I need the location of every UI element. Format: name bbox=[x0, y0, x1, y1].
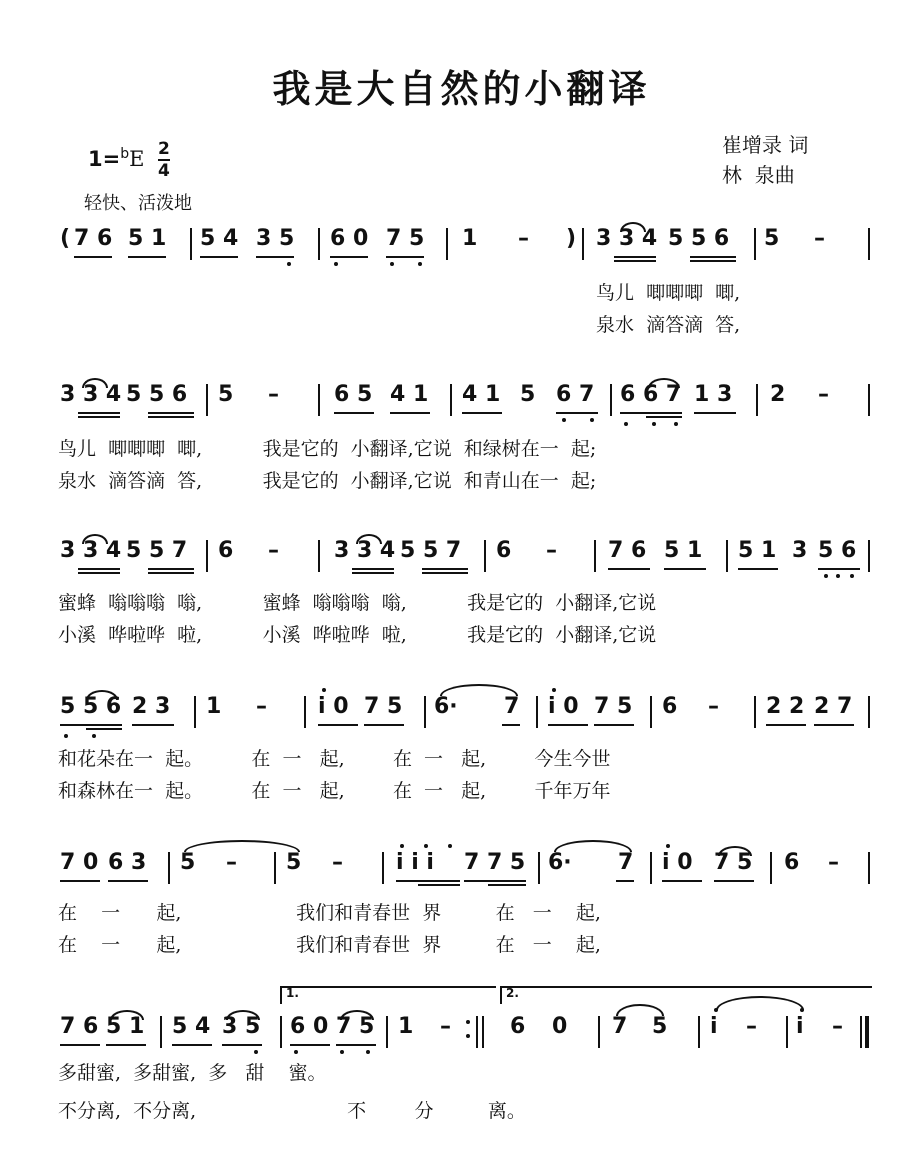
note-group: 3 3 4 bbox=[60, 382, 122, 407]
note-group: 4 1 bbox=[390, 382, 429, 407]
key-signature: 1=$^b$E bbox=[88, 146, 145, 171]
note-group: 3 5 bbox=[222, 1014, 261, 1039]
dash: – bbox=[708, 694, 719, 719]
lyrics-verse-1: 在 一 起, 我们和青春世 界 在 一 起, bbox=[58, 902, 601, 924]
note-group: 7 7 5 bbox=[464, 850, 526, 875]
dash: – bbox=[440, 1014, 451, 1039]
note-group: 5 bbox=[286, 850, 302, 875]
note-group: 7 5 bbox=[594, 694, 633, 719]
song-title: 我是大自然的小翻译 bbox=[272, 67, 651, 111]
lyrics-verse-2: 不分离, 不分离, 不 分 离。 bbox=[58, 1100, 526, 1122]
lyrics-verse-2: 在 一 起, 我们和青春世 界 在 一 起, bbox=[58, 934, 601, 956]
note-group: 2 bbox=[770, 382, 786, 407]
note-group: 5 bbox=[218, 382, 234, 407]
note-group: 5 bbox=[652, 1014, 668, 1039]
note-group: i 0 bbox=[318, 694, 349, 719]
note-group: 4 1 bbox=[462, 382, 501, 407]
note-group: ( bbox=[60, 226, 71, 251]
note-group: 7 bbox=[618, 850, 634, 875]
note-group: 6 6 7 bbox=[620, 382, 682, 407]
note-group: 7 5 bbox=[364, 694, 403, 719]
note-group: 7 6 bbox=[74, 226, 113, 251]
lyrics-verse-2: 小溪 哗啦哗 啦, 小溪 哗啦哗 啦, 我是它的 小翻译,它说 bbox=[58, 624, 657, 646]
note-group: i 0 bbox=[548, 694, 579, 719]
note-group: i bbox=[710, 1014, 718, 1039]
lyrics-verse-2: 泉水 滴答滴 答, 我是它的 小翻译,它说 和青山在一 起; bbox=[58, 470, 597, 492]
lyrics-verse-1: 和花朵在一 起。 在 一 起, 在 一 起, 今生今世 bbox=[58, 748, 611, 770]
note-group: 3 3 4 bbox=[60, 538, 122, 563]
composer-credit: 林 泉曲 bbox=[722, 163, 795, 187]
note-group: 5 bbox=[180, 850, 196, 875]
lyrics-verse-1: 鸟儿 唧唧唧 唧, bbox=[596, 282, 741, 304]
note-group: 6 bbox=[662, 694, 678, 719]
note-group: 7 bbox=[612, 1014, 628, 1039]
note-group: 2 3 bbox=[132, 694, 171, 719]
dash: – bbox=[332, 850, 343, 875]
note-group: 6 bbox=[510, 1014, 526, 1039]
lyrics-verse-1: 多甜蜜, 多甜蜜, 多 甜 蜜。 bbox=[58, 1062, 327, 1084]
note-group: 7 6 bbox=[60, 1014, 99, 1039]
note-group: 6 bbox=[496, 538, 512, 563]
note-group: 5 4 bbox=[172, 1014, 211, 1039]
volta-second-ending: 2. bbox=[500, 986, 872, 1004]
note-group: 6 3 bbox=[108, 850, 147, 875]
note-group: 7 0 bbox=[60, 850, 99, 875]
dash: – bbox=[828, 850, 839, 875]
note-group: 6· bbox=[548, 850, 572, 875]
note-group: 5 5 6 bbox=[60, 694, 122, 719]
note-group: 6 bbox=[784, 850, 800, 875]
lyricist-credit: 崔增录 词 bbox=[722, 133, 809, 157]
note-group: 5 1 bbox=[128, 226, 167, 251]
lyrics-verse-1: 鸟儿 唧唧唧 唧, 我是它的 小翻译,它说 和绿树在一 起; bbox=[58, 438, 597, 460]
dash: – bbox=[256, 694, 267, 719]
note-group: i bbox=[796, 1014, 804, 1039]
note-group: 5 bbox=[764, 226, 780, 251]
note-group: i 0 bbox=[662, 850, 693, 875]
note-group: 5 bbox=[520, 382, 536, 407]
note-group: 5 5 7 bbox=[400, 538, 462, 563]
note-group: 5 6 bbox=[818, 538, 857, 563]
volta-first-ending: 1. bbox=[280, 986, 496, 1004]
note-group: 6· bbox=[434, 694, 458, 719]
tempo-marking: 轻快、活泼地 bbox=[84, 193, 192, 214]
note-group: i i i bbox=[396, 850, 434, 875]
note-group: 2 7 bbox=[814, 694, 853, 719]
note-group: 3 5 bbox=[256, 226, 295, 251]
dash: – bbox=[746, 1014, 757, 1039]
note-group: 6 0 bbox=[330, 226, 369, 251]
note-group: 6 7 bbox=[556, 382, 595, 407]
note-group: 7 5 bbox=[336, 1014, 375, 1039]
note-group: 5 1 bbox=[664, 538, 703, 563]
note-group: 2 2 bbox=[766, 694, 805, 719]
note-group: 6 0 bbox=[290, 1014, 329, 1039]
dash: – bbox=[268, 538, 279, 563]
note-group: 7 bbox=[504, 694, 520, 719]
note-group: 1 bbox=[206, 694, 222, 719]
note-group: 7 6 bbox=[608, 538, 647, 563]
dash: – bbox=[814, 226, 825, 251]
note-group: 3 bbox=[792, 538, 808, 563]
note-group: 7 5 bbox=[386, 226, 425, 251]
note-group: 5 5 6 bbox=[126, 382, 188, 407]
dash: – bbox=[226, 850, 237, 875]
note-group: 1 3 bbox=[694, 382, 733, 407]
note-group: 3 3 4 bbox=[334, 538, 396, 563]
lyrics-verse-2: 泉水 滴答滴 答, bbox=[596, 314, 741, 336]
note-group: 5 4 bbox=[200, 226, 239, 251]
note-group: 6 bbox=[218, 538, 234, 563]
dash: – bbox=[268, 382, 279, 407]
note-group: 5 1 bbox=[106, 1014, 145, 1039]
time-signature: 2 4 bbox=[158, 139, 170, 181]
credits bbox=[722, 130, 808, 190]
dash: – bbox=[818, 382, 829, 407]
note-group: 5 5 6 bbox=[668, 226, 730, 251]
dash: – bbox=[518, 226, 529, 251]
note-group: 7 5 bbox=[714, 850, 753, 875]
dash: – bbox=[546, 538, 557, 563]
note-group: 3 3 4 bbox=[596, 226, 658, 251]
note-group: 6 5 bbox=[334, 382, 373, 407]
note-group: 5 5 7 bbox=[126, 538, 188, 563]
note-group: 1 bbox=[398, 1014, 414, 1039]
note-group: 5 1 bbox=[738, 538, 777, 563]
note-group: ) bbox=[566, 226, 577, 251]
note-group: 0 bbox=[552, 1014, 568, 1039]
lyrics-verse-2: 和森林在一 起。 在 一 起, 在 一 起, 千年万年 bbox=[58, 780, 611, 802]
note-group: 1 bbox=[462, 226, 478, 251]
dash: – bbox=[832, 1014, 843, 1039]
lyrics-verse-1: 蜜蜂 嗡嗡嗡 嗡, 蜜蜂 嗡嗡嗡 嗡, 我是它的 小翻译,它说 bbox=[58, 592, 657, 614]
